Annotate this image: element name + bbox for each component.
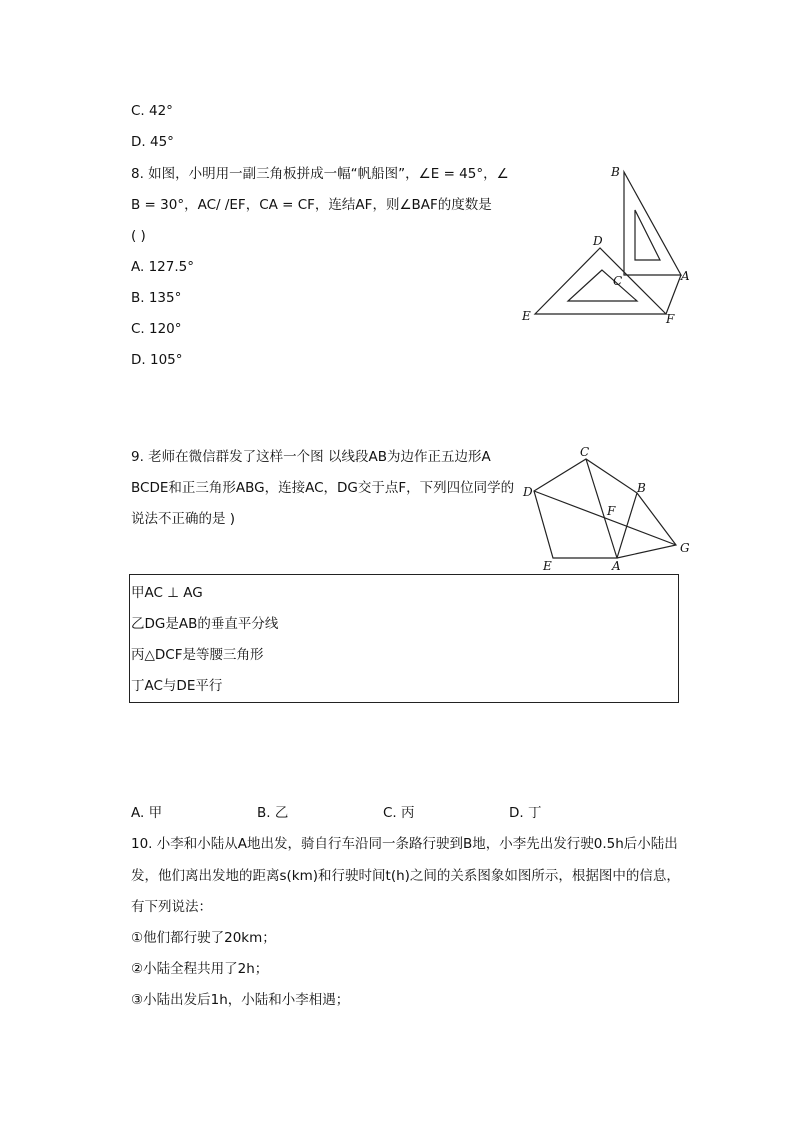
q9-pentagon-figure [518, 443, 698, 578]
q8-stem-line3: ( ) [131, 228, 146, 244]
q9-option-d: D. 丁 [509, 805, 542, 821]
q8-option-d: D. 105° [131, 352, 183, 368]
q8-option-c: C. 120° [131, 321, 182, 337]
q8-label-c: C [613, 274, 623, 288]
q9-label-b: B [637, 481, 646, 495]
q10-stem-line2: 发，他们离出发地的距离s(km)和行驶时间t(h)之间的关系图象如图所示，根据图中的信息， [131, 868, 680, 884]
q8-triangle-inner-bca [635, 210, 660, 260]
q9-pentagon-abcde [534, 459, 637, 558]
q8-segment-af [666, 275, 681, 314]
q7-option-c: C. 42° [131, 103, 173, 119]
q8-stem-line2: B = 30°，AC/ /EF，CA = CF，连结AF，则∠BAF的度数是 [131, 197, 492, 213]
q10-item-1: ①他们都行驶了20km； [131, 930, 276, 946]
q10-stem-line1: 10. 小李和小陆从A地出发，骑自行车沿同一条路行驶到B地，小李先出发行驶0.5h后小陆出 [131, 836, 678, 852]
q10-item-3: ③小陆出发后1h，小陆和小李相遇； [131, 992, 350, 1008]
q8-label-d: D [593, 234, 603, 248]
q9-label-a: A [612, 559, 621, 573]
q9-label-f: F [607, 504, 616, 518]
q9-label-e: E [543, 559, 552, 573]
q8-triangle-def [535, 248, 666, 314]
q9-option-a: A. 甲 [131, 805, 163, 821]
q8-label-a: A [681, 269, 690, 283]
q9-stem-line3: 说法不正确的是 ) [131, 511, 236, 527]
q8-option-b: B. 135° [131, 290, 182, 306]
q9-segment-dg [534, 491, 676, 545]
q9-statement-yi: 乙DG是AB的垂直平分线 [131, 616, 279, 632]
q7-option-d: D. 45° [131, 134, 174, 150]
q10-item-2: ②小陆全程共用了2h； [131, 961, 269, 977]
q8-label-e: E [522, 309, 531, 323]
q9-stem-line1: 9. 老师在微信群发了这样一个图 以线段AB为边作正五边形A [131, 449, 491, 465]
q8-sailboat-figure [515, 160, 695, 330]
q8-option-a: A. 127.5° [131, 259, 194, 275]
q8-stem-line1: 8. 如图，小明用一副三角板拼成一幅“帆船图”，∠E = 45°，∠ [131, 166, 509, 182]
q9-statement-bing: 丙△DCF是等腰三角形 [131, 647, 264, 663]
q8-label-b: B [611, 165, 620, 179]
q9-label-g: G [680, 541, 690, 555]
q9-option-b: B. 乙 [257, 805, 289, 821]
q9-label-c: C [580, 445, 590, 459]
q9-option-c: C. 丙 [383, 805, 415, 821]
q8-label-f: F [666, 312, 675, 326]
q9-statement-jia: 甲AC ⊥ AG [131, 585, 203, 601]
q10-stem-line3: 有下列说法： [131, 899, 212, 915]
q9-label-d: D [523, 485, 533, 499]
q9-statement-ding: 丁AC与DE平行 [131, 678, 223, 694]
q9-stem-line2: BCDE和正三角形ABG，连接AC，DG交于点F，下列四位同学的 [131, 480, 515, 496]
